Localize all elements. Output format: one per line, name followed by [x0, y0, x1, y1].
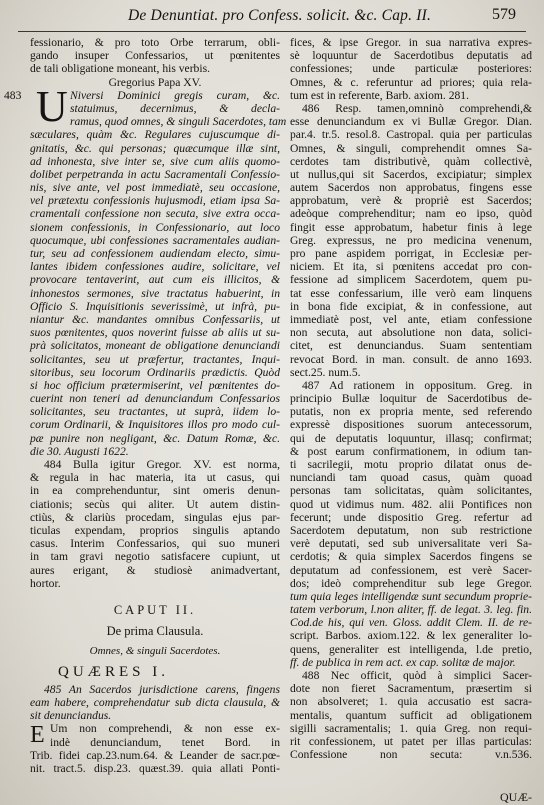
text-line: ciationis; secùs qui aliter. Ut autem distin- — [30, 497, 280, 511]
text-line: Omnes, & c. referuntur ad priores; quia rela- — [290, 75, 532, 89]
text-line: Confessione non secuta: v.n.536. — [290, 748, 532, 762]
text-line: solicitantes, seu tractantes, ut suprà, iidem lo- — [30, 405, 280, 419]
text-line: autem Sacerdos non approbatus, fingens esse — [290, 181, 532, 195]
text-line: indè denunciandum, tenet Bord. in — [50, 735, 280, 749]
text-line: esse denunciandum ex vi Bullæ Gregor. Dian. — [290, 115, 532, 129]
text-line: Omnes, & singuli, comprehendit omnes Sa- — [290, 141, 532, 155]
header-rule — [18, 31, 526, 32]
text-line: cerdotes tam distributivè, quàm collectivè, — [290, 154, 532, 168]
text-line: Officio S. Inquisitionis severissimè, ut infrà, pu- — [30, 299, 280, 313]
text-line: dolibet perpetranda in actu Sacramentali Confessio- — [30, 167, 280, 181]
text-line: sit denunciandus. — [30, 709, 112, 723]
text-line: niciem. Et ita, si pœnitens accedat pro con- — [290, 260, 532, 274]
text-line: Cod.de his, qui ven. Gloss. addit Clem. II. de re- — [290, 616, 532, 630]
text-line: Niversi Dominici gregis curam, &c. — [70, 88, 280, 102]
text-line: approbatum, verè & propriè est Sacerdos; — [290, 194, 532, 208]
caput-clause: Omnes, & singuli Sacerdotes. — [89, 644, 221, 657]
text-line: putatis, non ex propria mente, sed referendo — [290, 405, 532, 419]
text-line: 485 An Sacerdos jurisdictione carens, fingens — [44, 682, 280, 696]
text-line: niantur &c. mandantes omnibus Confessariis, ut — [30, 312, 280, 326]
text-line: fices, & ipse Gregor. in sua narrativa expres- — [290, 36, 532, 49]
text-line: 486 Resp. tamen,omninò comprehendi,& — [302, 101, 532, 115]
caput-heading: CAPUT II. — [113, 602, 197, 617]
right-column — [290, 36, 532, 799]
text-line: de tali obligatione moneant, his verbis. — [30, 62, 210, 76]
text-line: principio Bullæ loquitur de Sacerdotibus de- — [290, 392, 532, 406]
text-line: inhonestos sermones, sive tractatus habuerint, in — [30, 286, 280, 300]
text-line: gando insuper Confessarios, ut pœnitentes — [30, 49, 280, 63]
text-line: pæ punire non negligant, &c. Datum Romæ, &c. — [30, 431, 280, 445]
text-line: provocare tentaverint, aut cum eis illicitos, & — [30, 273, 280, 287]
text-line: tur, seu ad confessionem audiendam electo, simu- — [30, 247, 280, 260]
text-line: deputatum ad confessionem, est verè Sacer- — [290, 563, 532, 577]
text-line: in ea comprehenduntur, sint omeris denun- — [30, 484, 280, 498]
text-line: 484 Bulla igitur Gregor. XV. est norma, — [44, 458, 280, 471]
text-line: fessione ad simplicem Sacerdotem, quem pu- — [290, 273, 532, 287]
text-line: in bona fide excipiat, & in confessione, aut — [290, 299, 532, 313]
text-line: sionem confessionis, in Confessionario, aut loco — [30, 220, 280, 234]
text-line: sæculares, quàm &c. Regulares cujuscumque di- — [30, 128, 280, 142]
text-line: dos; ideò comprehenditur sub lege Gregor. — [290, 576, 532, 590]
text-line: ad inhonesta, sive inter se, sive cum aliis quomo- — [30, 154, 280, 168]
text-line: aures erigant, & studiosè animadvertant, — [30, 563, 280, 577]
text-line: sè loquuntur de Sacerdotibus deputatis ad — [290, 49, 532, 63]
text-line: nis, sive ante, vel post immediatè, seu occasione, — [30, 181, 280, 195]
text-line: ut nullus,qui sit Sacerdos, excipiatur; simplex — [290, 167, 532, 181]
text-line: tum quia leges intelligendæ sunt secundum proprie- — [290, 589, 532, 603]
text-line — [290, 761, 532, 774]
text-line: cuerint non teneri ad denunciandum Confessarios — [30, 392, 280, 406]
text-line: nit. tract.5. disp.23. quæst.39. quia allati Ponti- — [30, 762, 280, 775]
text-line: non secuta, aut absolutione non data, solici- — [290, 326, 532, 340]
text-line: ti sacrilegii, motu proprio dilatat onus de- — [290, 458, 532, 471]
text-line: hortor. — [30, 576, 61, 590]
text-line: expressè dispositiones suorum antecessorum, — [290, 418, 532, 432]
dropcap-e: E — [30, 722, 45, 749]
text-line: quocumque, ubi confessiones sacramentales audian- — [30, 233, 280, 247]
text-line: Trib. fidei cap.23.num.64. & Leander de sacr.pœ- — [30, 748, 280, 762]
text-line: tum est in referente, Barb. axiom. 281. — [290, 88, 470, 102]
text-line: mentalis, quantum sufficit ad obligationem — [290, 708, 532, 722]
text-line: Sacerdotem deputatum, non sub restrictione — [290, 523, 532, 537]
gregorius-heading: Gregorius Papa XV. — [108, 75, 202, 89]
text-line: quens, generaliter est intelligenda, l.de pretio, — [290, 642, 532, 656]
text-line: Greg. expressus, ne pro medicina venenum, — [290, 233, 532, 247]
text-line: qui de deputatis loquuntur, illasq; confirmat; — [290, 431, 532, 445]
running-header — [0, 4, 544, 30]
text-line: script. Barbos. axiom.122. & lex generaliter lo- — [290, 629, 532, 643]
text-line: ticulas expendam, proprios singulis aptando — [30, 523, 280, 537]
text-line: ff. de publica in rem act. ex cap. solitæ de major. — [290, 655, 516, 669]
queres-heading: QUÆRES I. — [58, 663, 170, 680]
text-line: sigilli sacramentalis; 1. quia Greg. non requi- — [290, 721, 532, 735]
left-column — [4, 36, 287, 799]
text-line: si hoc officium prætermiserint, vel pœnitentes do- — [30, 378, 280, 392]
text-line: eam habere, comprehendatur sub dicta clausula, & — [30, 696, 280, 710]
text-line: fecerunt; unde dispositio Greg. refertur ad — [290, 510, 532, 524]
text-line: dote non fieret Sacramentum, præsertim si — [290, 682, 532, 696]
text-line: lantes ibidem confessiones audire, solicitare, vel — [30, 260, 280, 274]
text-line: ctiùs, & clariùs procedam, singulas ejus par- — [30, 510, 280, 524]
paragraph-number-483: 483 — [4, 88, 22, 102]
text-line: corum Ordinarii, & Inquisitores illos pro modo cul- — [30, 418, 280, 432]
paragraph-485 — [30, 683, 280, 723]
text-line: personas tam solicitatas, quàm solicitantes, — [290, 484, 532, 498]
text-line: tatem verborum, l.non aliter, ff. de legat. 3. leg. fin. — [290, 603, 532, 617]
text-line: suos pœnitentes, quos noverint fuisse ab aliis ut su- — [30, 326, 280, 340]
text-line: fessionario, & pro toto Orbe terrarum, obli- — [30, 36, 280, 49]
text-line: & regula in hac materia, ita ut casus, qui — [30, 471, 280, 485]
text-line: cerdotis; & quia simplex Sacerdos fingens se — [290, 550, 532, 564]
page-number: 579 — [492, 6, 516, 23]
text-line: confessiones; unde particulæ posteriores: — [290, 62, 532, 76]
text-line: fingit esse approbatum, habetur finis à lege — [290, 220, 532, 234]
left-top-lines — [30, 36, 280, 76]
text-line: pro pane aspidem porrigat, in Ecclesiæ per- — [290, 247, 532, 260]
text-line: vel prætextu confessionis hujusmodi, etiam ipsa Sa- — [30, 194, 280, 208]
text-line: & post earum confirmationem, in odium tan- — [290, 444, 532, 458]
text-line: adeòque comprehenditur; nam eo ipso, quòd — [290, 207, 532, 221]
final-paragraph — [30, 722, 280, 775]
text-line: prà solicitatos, moneant de obligatione denunciandi — [30, 339, 280, 353]
text-line: in tam gravi negotio satisfacere cupiunt, ut — [30, 550, 280, 564]
text-line: Um non comprehendi, & non esse ex- — [50, 722, 280, 736]
text-line: casus. Interim Confessarios, qui suo muneri — [30, 537, 280, 551]
text-line: tat esse confessarium, ille verò eam linquens — [290, 286, 532, 300]
text-line: gnitatis, &c. qui personas; quæcumque illæ sint, — [30, 141, 280, 155]
dropcap-u: U — [36, 81, 68, 131]
text-line: non absolveret; 1. quia accusatio est sacra- — [290, 695, 532, 709]
text-line: statuimus, decernimus, & decla- — [70, 101, 280, 115]
caput-subtitle: De prima Clausula. — [106, 623, 204, 638]
catchword: QUÆ- — [500, 790, 532, 804]
text-line: revocat Bord. in man. consult. de anno 1693. — [290, 352, 532, 366]
text-line: solicitantes, seu ut præfertur, tractantes, Inqui- — [30, 352, 280, 366]
text-line: 488 Nec officit, quòd à simplici Sacer- — [302, 669, 532, 682]
text-line: par.4. tr.5. resol.8. Castropal. quia per particulas — [290, 128, 532, 142]
text-line: immediatè post, vel ante, etiam confessione — [290, 312, 532, 326]
text-line: rit confessionem, ut patet per illas particulas: — [290, 734, 532, 748]
text-line: sect.25. num.5. — [290, 365, 361, 379]
spacer — [30, 590, 280, 599]
text-line: nunciandi tam quoad casus, quàm quoad — [290, 471, 532, 485]
running-title: De Denuntiat. pro Confess. solicit. &c. Cap. II. — [128, 7, 432, 24]
text-line: ramus, quod omnes, & singuli Sacerdotes, tam — [70, 115, 287, 129]
text-line: citet, est denunciandus. Suam sententiam — [290, 339, 532, 353]
text-line: cramentali confessione non secuta, sive extra occa- — [30, 207, 280, 221]
text-line: verè deputati, sed sub universalitate veri Sa- — [290, 537, 532, 551]
text-line: quod ut vidimus num. 482. alii Pontifices non — [290, 497, 532, 511]
paragraph-484 — [30, 458, 280, 590]
text-line: 487 Ad rationem in oppositum. Greg. in — [302, 378, 532, 392]
text-line: sitoribus, seu locorum Ordinariis prædictis. Quòd — [30, 365, 280, 379]
text-line: die 30. Augusti 1622. — [30, 444, 129, 458]
